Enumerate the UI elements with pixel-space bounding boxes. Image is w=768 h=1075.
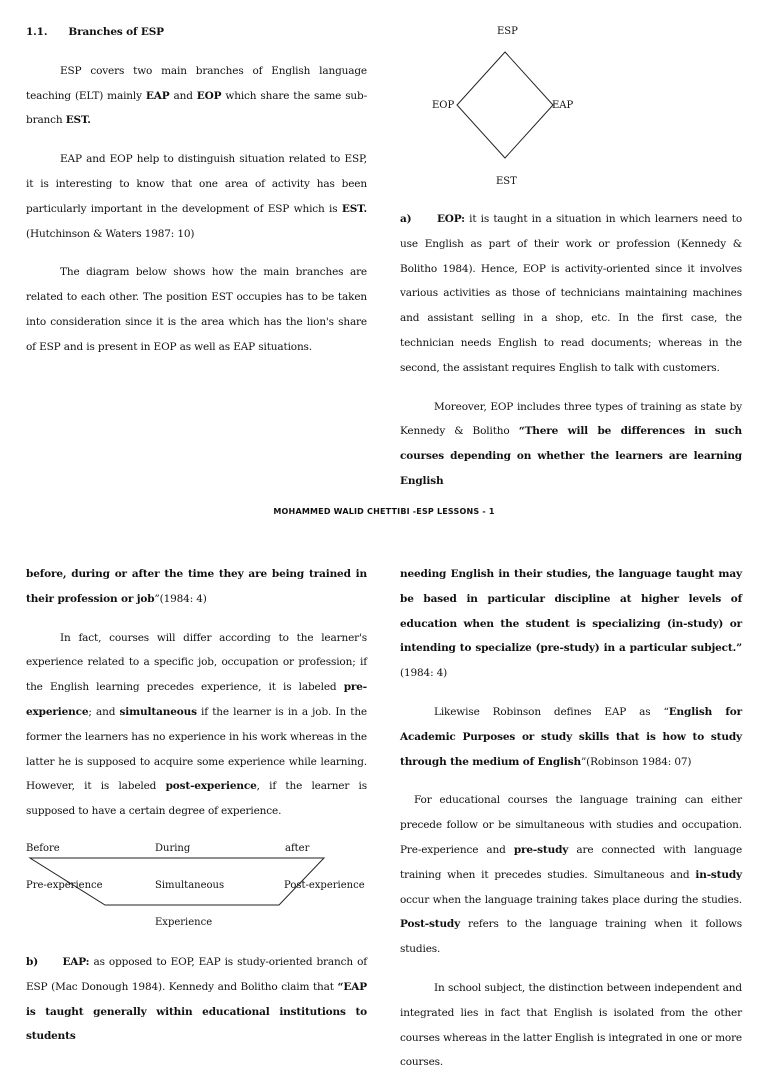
- quote-continuation: before, during or after the time they are being trained in their profession or job”(1984: 4): [26, 568, 367, 605]
- diagram-label-eop: EOP: [432, 100, 455, 111]
- paragraph-educational-courses: For educational courses the language training can either precede follow or be simultaneous with studies and occupation. Pre-experience and pre-study are connected with language training when it precedes studies. Simultaneous and in-study occur when the language training takes place during the studies. Post-study refers to the language training when it follows studies.: [400, 794, 743, 956]
- page-footer: MOHAMMED WALID CHETTIBI -ESP LESSONS - 1: [273, 507, 495, 516]
- paragraph-diagram-intro: The diagram below shows how the main branches are related to each other. The position EST occupies has to be taken into consideration since it is the area which has the lion's share of ESP and is present in EOP as well as EAP situations.: [26, 266, 367, 353]
- paragraph-eop-definition: a) EOP: it is taught in a situation in which learners need to use English as part of their work or profession (Kennedy & Bolitho 1984). Hence, EOP is activity-oriented since it involves various activities as those of technicians maintaining machines and assistant selling in a shop, etc. In the first case, the technician needs English to read documents; whereas in the second, the assistant requires English to talk with customers.: [400, 213, 742, 374]
- term-eop: EOP:: [436, 213, 465, 225]
- diagram-label-eap: EAP: [552, 100, 574, 111]
- timeline-label-post-experience: Post-experience: [284, 880, 365, 891]
- timeline-label-experience: Experience: [155, 917, 213, 928]
- paragraph-esp-branches: ESP covers two main branches of English language teaching (ELT) mainly EAP and EOP which share the same sub-branch EST.: [26, 64, 368, 127]
- item-label-a: a): [400, 213, 412, 225]
- paragraph-experience-types: In fact, courses will differ according to the learner's experience related to a specific job, occupation or profession; if the English learning precedes experience, it is labeled pre-experience; and simultaneous if the learner is in a job. In the former the learners has no experience in his work whereas in the latter he is supposed to acquire some experience while learning. However, it is labeled post-experience, if the learner is supposed to have a certain degree of experience.: [26, 631, 367, 818]
- timeline-label-before: Before: [26, 843, 60, 854]
- paragraph-eap-definition: b) EAP: as opposed to EOP, EAP is study-oriented branch of ESP (Mac Donough 1984). Kennedy and Bolitho claim that “EAP is taught generally within educational institutions to students: [26, 956, 367, 1043]
- page2-left-column-lower: [26, 950, 367, 1049]
- heading-title: Branches of ESP: [68, 26, 164, 38]
- paragraph-school-subject: In school subject, the distinction between independent and integrated lies in fact that English is isolated from the other courses whereas in the latter English is integrated in one or more courses.: [400, 981, 742, 1069]
- paragraph-robinson-definition: Likewise Robinson defines EAP as “English for Academic Purposes or study skills that is how to study through the medium of English”(Robinson 1984: 07): [400, 705, 743, 768]
- timeline-label-simultaneous: Simultaneous: [155, 880, 225, 891]
- eap-quote-continuation: needing English in their studies, the language taught may be based in particular discipline at higher levels of education when the student is specializing (in-study) or intending to specialize (pre-study) in a particular subject.” (1984: 4): [400, 568, 742, 680]
- item-label-b: b): [26, 956, 39, 968]
- timeline-label-pre-experience: Pre-experience: [26, 880, 103, 891]
- paragraph-est-importance: EAP and EOP help to distinguish situation related to ESP, it is interesting to know that one area of activity has been particularly important in the development of ESP which is EST. (Hutchinson & Waters 1987: 10): [26, 153, 367, 240]
- paragraph-eop-training: Moreover, EOP includes three types of training as state by Kennedy & Bolitho “There will be differences in such courses depending on whether the learners are learning English: [400, 400, 742, 487]
- diagram-label-esp: ESP: [497, 26, 518, 37]
- page2-right-column: [400, 562, 742, 1075]
- diagram-label-est: EST: [496, 176, 517, 187]
- timeline-label-after: after: [285, 843, 310, 854]
- timeline-label-during: During: [155, 843, 191, 854]
- term-eap: EAP:: [62, 956, 90, 968]
- heading-number: 1.1.: [26, 26, 48, 38]
